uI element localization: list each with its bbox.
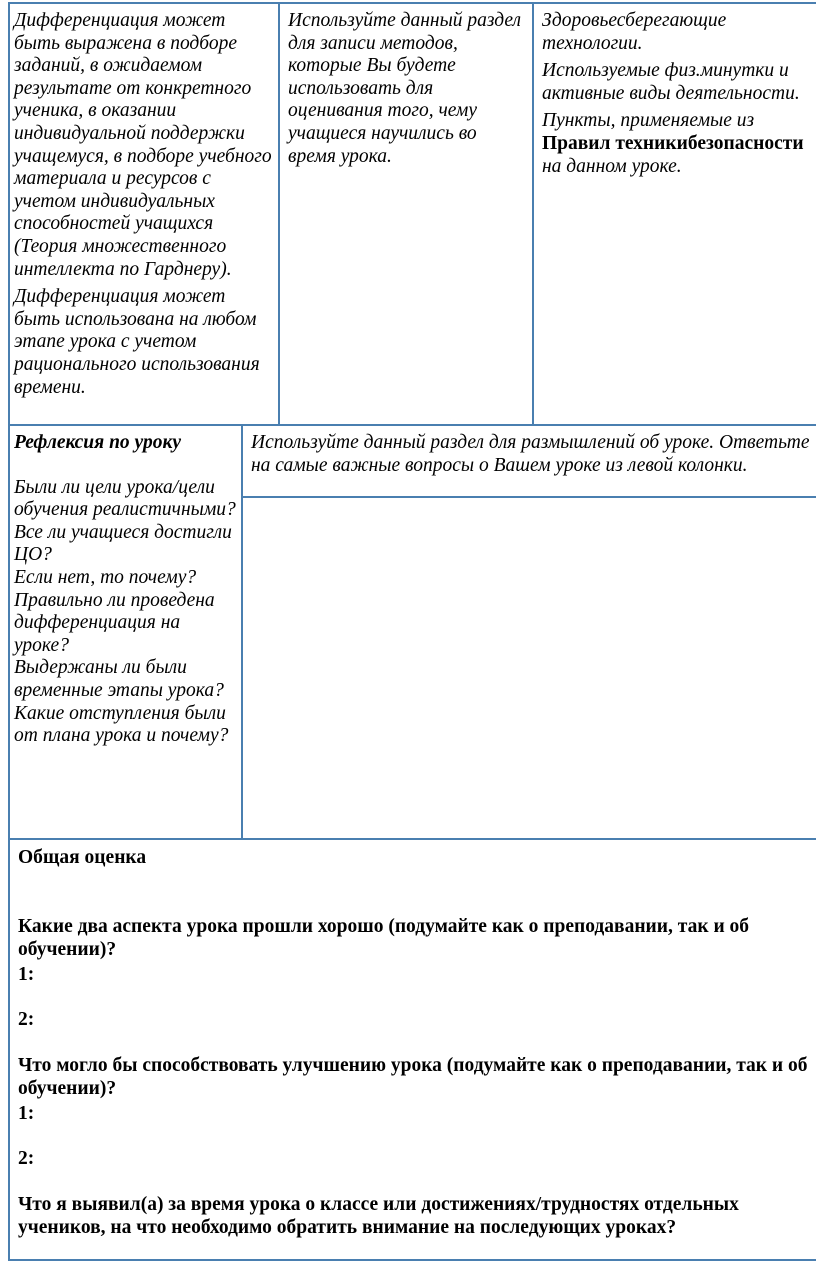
assessment-text: Используйте данный раздел для записи методов, которые Вы будете использовать для оценивания того, чему учащиеся научились во время урока. — [288, 10, 522, 167]
summary-q1-item-1: 1: — [18, 964, 35, 985]
summary-question-3: Что я выявил(а) за время урока о классе или достижениях/трудностях отдельных учеников, на что необходимо обратить внимание на последующих уроках? — [18, 1194, 739, 1238]
differentiation-text: Дифференциация может быть выражена в подборе заданий, в ожидаемом результате от конкретного ученика, в оказании индивидуальной поддержки учащемуся, в подборе учебного материала и ресурсов с учетом индивидуальных способностей учащихся (Теория множественного интеллекта по Гарднеру). — [14, 10, 272, 280]
assessment-cell — [278, 2, 532, 426]
health-safety-cell — [532, 2, 816, 426]
reflection-title: Рефлексия по уроку — [14, 432, 181, 453]
lesson-plan-table — [8, 2, 816, 1261]
summary-cell — [8, 840, 816, 1261]
summary-q2-item-2: 2: — [18, 1148, 35, 1169]
reflection-instruction: Используйте данный раздел для размышлений об уроке. Ответьте на самые важные вопросы о Вашем уроке из левой колонки. — [251, 432, 810, 476]
summary-title: Общая оценка — [18, 847, 147, 868]
reflection-question: Какие отступления были от плана урока и почему? — [14, 702, 229, 747]
safety-rules-bold: Правил техникибезопасности — [542, 132, 804, 154]
reflection-notes-cell — [241, 498, 816, 840]
physical-activity-text: Используемые физ.минутки и активные виды деятельности. — [542, 60, 800, 104]
reflection-question: Правильно ли проведена дифференциация на уроке? — [14, 589, 215, 656]
reflection-instruction-cell — [241, 426, 816, 498]
reflection-question: Если нет, то почему? — [14, 566, 197, 588]
reflection-question: Были ли цели урока/цели обучения реалистичными? — [14, 476, 236, 521]
reflection-question: Все ли учащиеся достигли ЦО? — [14, 521, 232, 566]
reflection-question: Выдержаны ли были временные этапы урока? — [14, 657, 224, 701]
summary-question-1: Какие два аспекта урока прошли хорошо (подумайте как о преподавании, так и об обучении)? — [18, 916, 750, 960]
summary-q2-item-1: 1: — [18, 1103, 35, 1124]
summary-q1-item-2: 2: — [18, 1009, 35, 1030]
reflection-cell — [8, 426, 241, 840]
differentiation-cell — [8, 2, 278, 426]
safety-rules-text: Пункты, применяемые из Правил техникибезопасности на данном уроке. — [542, 110, 804, 177]
differentiation-timing-text: Дифференциация может быть использована на любом этапе урока с учетом рационального использования времени. — [14, 286, 260, 398]
summary-question-2: Что могло бы способствовать улучшению урока (подумайте как о преподавании, так и об обучении)? — [18, 1055, 808, 1099]
health-tech-text: Здоровьесберегающие технологии. — [542, 10, 727, 54]
